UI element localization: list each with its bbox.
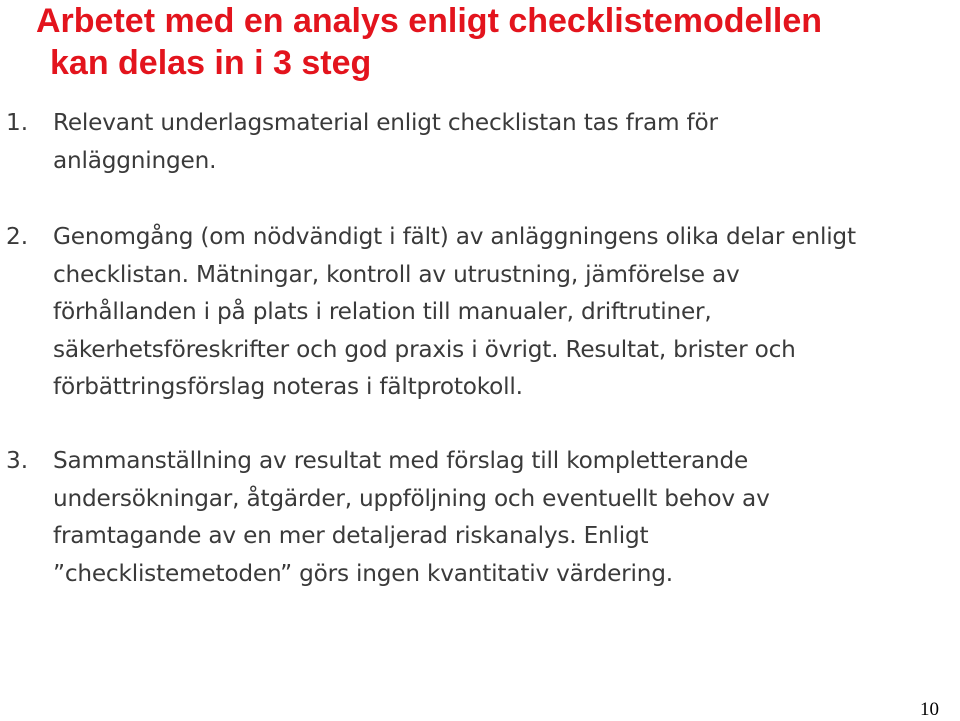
page-number: 10 [920,699,939,720]
slide-title-line-1: Arbetet med en analys enligt checklistemodellen [36,2,823,40]
step-2-line-5: förbättringsförslag noteras i fältprotokoll. [53,373,523,400]
step-2-line-4: säkerhetsföreskrifter och god praxis i övrigt. Resultat, brister och [53,335,796,363]
step-text-1 [53,104,958,179]
step-text-3 [53,442,958,592]
step-number-2: 2. [6,223,29,250]
step-3-line-1: Sammanställning av resultat med förslag till kompletterande [53,447,749,474]
slide-title-line-2: kan delas in i 3 steg [50,44,372,82]
step-2-line-3: förhållanden i på plats i relation till manualer, driftrutiner, [53,298,712,325]
step-3-line-2: undersökningar, åtgärder, uppföljning och eventuellt behov av [53,484,770,512]
step-3-line-4: ”checklistemetoden” görs ingen kvantitativ värdering. [53,559,673,587]
step-1-line-2: anläggningen. [53,146,217,174]
step-2-line-1: Genomgång (om nödvändigt i fält) av anläggningens olika delar enligt [53,223,856,250]
step-2-line-2: checklistan. Mätningar, kontroll av utrustning, jämförelse av [53,260,740,288]
step-number-1: 1. [6,109,29,136]
step-text-2 [53,218,958,406]
step-3-line-3: framtagande av en mer detaljerad riskanalys. Enligt [53,522,649,549]
slide-title [36,0,946,84]
step-number-3: 3. [6,447,29,474]
step-1-line-1: Relevant underlagsmaterial enligt checklistan tas fram för [53,109,718,136]
